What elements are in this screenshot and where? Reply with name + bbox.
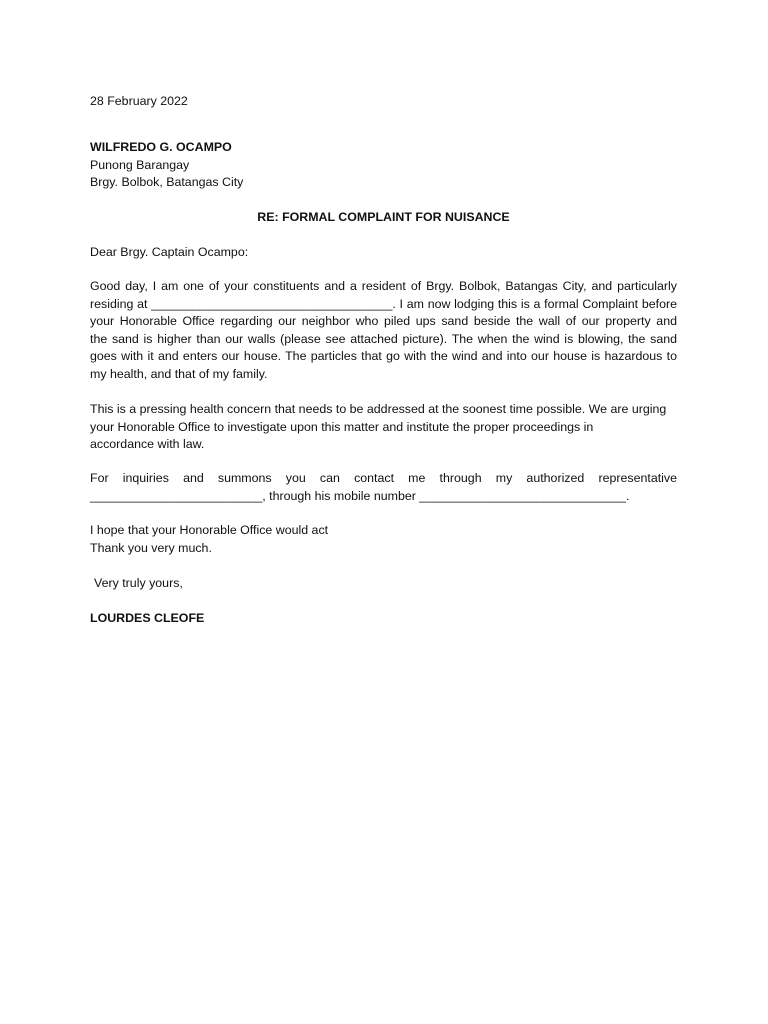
date-text: 28 February 2022	[90, 94, 188, 108]
closing-line: Thank you very much.	[90, 540, 212, 555]
valediction	[94, 575, 681, 593]
paragraph-line: your Honorable Office regarding our neighbor who piled ups sand beside the wall of our property and	[90, 314, 677, 329]
paragraph-line: residing at ___________________________________. I am now lodging this is a formal Complaint before	[90, 296, 677, 311]
recipient-name: WILFREDO G. OCAMPO	[90, 140, 232, 154]
paragraph-line: your Honorable Office to investigate upon this matter and institute the proper proceedings in	[90, 419, 594, 434]
recipient-block	[90, 139, 677, 192]
paragraph-health-concern	[90, 401, 677, 454]
recipient-address: Brgy. Bolbok, Batangas City	[90, 175, 244, 190]
paragraph-line: accordance with law.	[90, 437, 205, 452]
paragraph-complaint	[90, 278, 677, 384]
paragraph-contact	[90, 470, 677, 505]
closing-lines	[90, 522, 677, 557]
paragraph-line: This is a pressing health concern that needs to be addressed at the soonest time possible. We are urging	[90, 402, 667, 416]
salutation-text: Dear Brgy. Captain Ocampo:	[90, 245, 249, 259]
salutation	[90, 244, 677, 262]
signatory-name: LOURDES CLEOFE	[90, 611, 205, 625]
subject-line: RE: FORMAL COMPLAINT FOR NUISANCE	[257, 210, 510, 224]
valediction-text: Very truly yours,	[94, 576, 183, 590]
paragraph-line: For inquiries and summons you can contact me through my authorized representative	[90, 471, 677, 485]
letter-date	[90, 93, 677, 111]
paragraph-line: goes with it and enters our house. The particles that go with the wind and into our house is hazardous to	[90, 349, 677, 364]
recipient-title: Punong Barangay	[90, 157, 190, 172]
signatory	[90, 610, 677, 628]
paragraph-line: the sand is higher than our walls (please see attached picture). The when the wind is blowing, the sand	[90, 331, 677, 346]
paragraph-line: _________________________, through his mobile number ______________________________.	[90, 488, 630, 503]
paragraph-line: my health, and that of my family.	[90, 366, 268, 381]
closing-line: I hope that your Honorable Office would act	[90, 523, 329, 537]
paragraph-line: Good day, I am one of your constituents and a resident of Brgy. Bolbok, Batangas City, and particularly	[90, 279, 677, 293]
